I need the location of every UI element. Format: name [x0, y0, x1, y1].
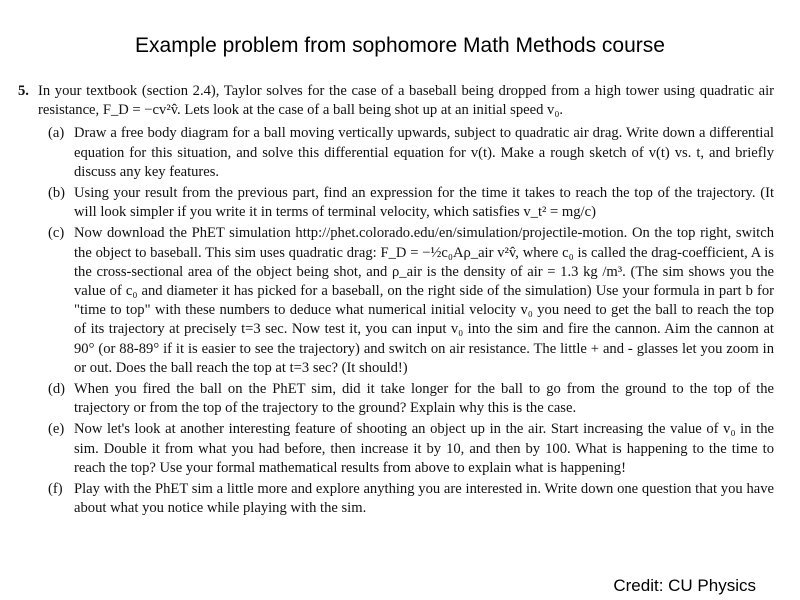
problem-5: [18, 82, 774, 520]
part-c: [18, 224, 774, 378]
part-label: (e): [48, 421, 65, 438]
part-text: Play with the PhET sim a little more and explore anything you are interested in. Write down one question that you have about what you notice while playing with the sim.: [74, 481, 774, 517]
problem-intro-block: [18, 82, 774, 120]
part-text: Draw a free body diagram for a ball moving vertically upwards, subject to quadratic air drag. Write down a differential equation for this situation, and solve this differential equation for v(t). Make a rough sketch of v(t) vs. t, and briefly discuss any key features.: [74, 125, 774, 180]
problem-number: 5.: [18, 83, 29, 99]
part-text: Using your result from the previous part, find an expression for the time it takes to reach the top of the trajectory. (It will look simpler if you write it in terms of terminal velocity, which satisfies v_t² = mg/c): [74, 185, 774, 221]
problem-intro: In your textbook (section 2.4), Taylor solves for the case of a baseball being dropped from a high tower using quadratic air resistance, F_D = −cv²v̂. Lets look at the case of a ball being shot up at an initial speed v₀.: [38, 83, 774, 119]
part-e: [18, 420, 774, 478]
part-text: When you fired the ball on the PhET sim, did it take longer for the ball to go from the ground to the top of the trajectory or from the top of the trajectory to the ground? Explain why this is the case.: [74, 381, 774, 417]
problem-parts: [18, 124, 774, 518]
part-label: (f): [48, 481, 63, 498]
part-text: Now download the PhET simulation http://phet.colorado.edu/en/simulation/projectile-motion. On the top right, switch the object to baseball. This sim uses quadratic drag: F_D = −½c₀Aρ_air v²v̂, where c₀ is called the drag-coefficient, A is the cross-sectional area of the object being shot, and ρ_air is the density of air = 1.3 kg /m³. (The sim shows you the value of c₀ and diameter it has picked for a baseball, on the right side of the simulation) Use your formula in part b for "time to top" with these numbers to deduce what numerical initial velocity v₀ you need to get the ball to reach the top of its trajectory at precisely t=3 sec. Now test it, you can input v₀ into the sim and fire the cannon. Aim the cannon at 90° (or 88-89° if it is easier to see the trajectory) and switch on air resistance. The little + and - glasses let you zoom in or out. Does the ball reach the top at t=3 sec? (It should!): [74, 225, 774, 376]
part-a: [18, 124, 774, 182]
credit: Credit: CU Physics: [613, 576, 756, 595]
part-text: Now let's look at another interesting feature of shooting an object up in the air. Start increasing the value of v₀ in the sim. Double it from what you had before, then increase it by 10, and then by 100. What is happening to the time to reach the top? Use your formal mathematical results from above to explain what is happening!: [74, 421, 774, 476]
part-d: [18, 380, 774, 418]
part-b: [18, 184, 774, 222]
part-label: (a): [48, 125, 65, 142]
part-label: (c): [48, 225, 65, 242]
part-f: [18, 480, 774, 518]
slide-title: Example problem from sophomore Math Methods course: [135, 34, 665, 57]
part-label: (d): [48, 381, 66, 398]
part-label: (b): [48, 185, 66, 202]
